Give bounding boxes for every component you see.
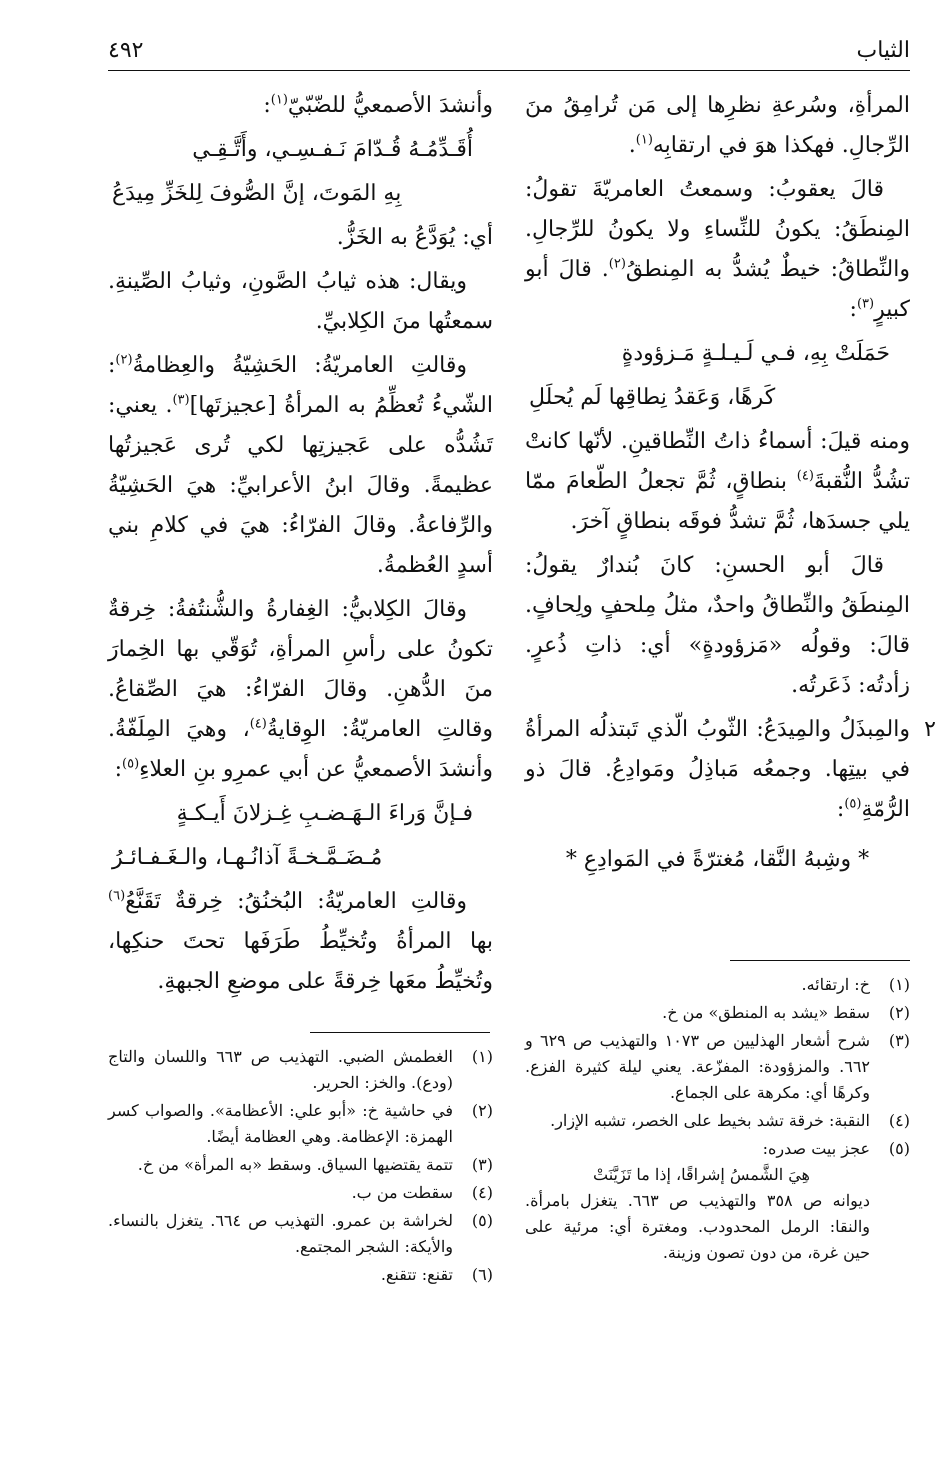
verse-hemistich: * وشِبهُ النَّقا، مُغترّةً في المَوادِعِ * — [565, 847, 870, 872]
page-header — [108, 38, 910, 68]
footnote: (٥) عجز بيت صدره: هِيَ الشَّمسُ إشراقًا، إذا ما تَزَيَّنَتْ ديوانه ص ٣٥٨ والتهذيب ص ٦٦٣. يتغزل بامرأة. والنقا: الرمل المحدودب. ومغترة أي: مرئية على حين غرة، من دون تصون وزينة. — [525, 1139, 910, 1262]
footnote: (٣) تتمة يقتضيها السياق. وسقط «به المرأة» من خ. — [137, 1155, 493, 1174]
verse-line: أُقَـدِّمُـهُ قُـدّامَ نَـفـسِـي، وأَتَّـقِـي — [192, 137, 473, 162]
verse-line: فـإنَّ وَراءَ الـهَـضـبِ غِـزلانَ أَيـكـةٍ — [176, 801, 473, 826]
footnote: (١) خ: ارتقائه. — [801, 975, 910, 994]
footnote: (٤) سقطت من ب. — [351, 1183, 493, 1202]
footnote: (٥) لخراشة بن عمرو. التهذيب ص ٦٦٤. يتغزل بالنساء. والأيكة: الشجر المجتمع. — [108, 1211, 493, 1256]
footnote: (٢) سقط «يشد به المنطق» من خ. — [662, 1003, 910, 1022]
footnote: (٦) تقنع: تتقنع. — [380, 1265, 493, 1284]
footnote-rule — [730, 960, 910, 961]
running-title: الثياب — [856, 38, 910, 63]
verse-line: حَمَلَتْ بِهِ، فـي لَـيـلـةٍ مَـزؤودةٍ — [621, 341, 890, 366]
verse-line: كَرهًا، وَعَقدُ نِطاقِها لَم يُحلَلِ — [529, 385, 776, 410]
header-rule — [108, 70, 910, 71]
paragraph: وقالتِ العامريّةُ: الحَشِيّةُ والعِظامةُ$^{(٢)}$: الشّيءُ تُعظِّمُ به المرأةُ [عجيزتَها]$^{(٣)}$. يعني: تَشُدُّه على عَجيزتِها لكي تُرى عَجيزتُها عظيمةً. وقالَ ابنُ الأعرابيِّ: هيَ الحَشِيّةُ والرِّفاعةُ. وقالَ الفرّاءُ: هيَ في كلامِ بني أسدٍ العُظمةُ. — [108, 352, 493, 578]
footnote: (٣) شرح أشعار الهذليين ص ١٠٧٣ والتهذيب ص ٦٢٩ و ٦٦٢. والمزؤودة: المفزّعة. يعني ليلة كثيرة الفزع. وكرهًا أي: مكرهة على الجماع. — [525, 1031, 910, 1102]
paragraph: أي: يُوَدَّعُ به الخَزُّ. — [336, 225, 493, 250]
left-column — [108, 86, 493, 1006]
numbered-paragraph: ٢ والمِبذَلُ والمِيدَعُ: الثّوبُ الّذي تَبتذلُه المرأةُ في بيتِها. وجمعُه مَباذِلُ ومَوادِعُ. قالَ ذو الرُّمّةِ$^{(٥)}$: — [525, 710, 910, 830]
paragraph: قالَ يعقوبُ: وسمعتُ العامريّةَ تقولُ: المِنطَقُ: يكونُ للنِّساءِ ولا يكونُ للرِّجالِ. والنِّطاقُ: خيطٌ يُشدُّ به المِنطقُ$^{(٢)}$. قالَ أبو كبيرٍ$^{(٣)}$: — [525, 177, 910, 322]
page-number: ٤٩٢ — [108, 38, 144, 63]
paragraph: ويقال: هذه ثيابُ الصَّونِ، وثيابُ الصِّينةِ. سمعتُها منَ الكِلابيِّ. — [108, 269, 493, 334]
paragraph: وقالَ الكِلابيُّ: الغِفارةُ والشُّنتُفةُ: خِرقةٌ تكونُ على رأسِ المرأةِ، تُوَقّي بها الخِمارَ منَ الدُّهنِ. وقالَ الفرّاءُ: هيَ الصِّقاعُ. وقالتِ العامريّةُ: الوِقايةُ$^{(٤)}$، وهيَ المِلَفّةُ. وأنشدَ الأصمعيُّ عن أبي عمرِو بنِ العلاءِ$^{(٥)}$: — [108, 597, 493, 782]
paragraph: وقالتِ العامريّةُ: البُخنُقُ: خِرقةٌ تَقَنَّعُ$^{(٦)}$ بها المرأةُ وتُخيِّطُ طَرَفَها تحتَ حنكِها، وتُخيِّطُ معَها خِرقةً على موضعِ الجبهةِ. — [108, 888, 493, 994]
footnote: (٢) في حاشية خ: «أبو علي: الأعظامة». والصواب كسر الهمزة: الإعظامة. وهي العظامة أيضًا. — [108, 1101, 493, 1146]
margin-number: ٢ — [924, 717, 936, 742]
footnote-rule — [310, 1032, 490, 1033]
right-footnotes — [525, 972, 910, 1268]
left-footnotes — [108, 1044, 493, 1290]
paragraph: قالَ أبو الحسنِ: كانَ بُندارٌ يقولُ: المِنطَقُ والنِّطاقُ واحدٌ، مثلُ مِلحفٍ ولِحافٍ. قالَ: وقولُه «مَزؤودةٍ» أي: ذاتِ ذُعرٍ. زأدتُه: ذَعَرتُه. — [525, 553, 910, 698]
paragraph: ومنه قيلَ: أسماءُ ذاتُ النِّطاقينِ. لأنّها كانتْ تشُدُّ النُّقبةَ$^{(٤)}$ بنطاقٍ، ثُمَّ تجعلُ الطّعامَ ممّا يلي جسدَها، ثُمَّ تشدُّ فوقَه بنطاقٍ آخرَ. — [525, 429, 910, 534]
footnote: (٤) النقبة: خرقة تشد بخيط على الخصر، تشبه الإزار. — [550, 1111, 910, 1130]
verse-line: مُـضَـمَّـخـةً آذانُـهـا، والـغَـفـائـرُ — [112, 845, 383, 870]
paragraph: وأنشدَ الأصمعيُّ للضّبّيّ$^{(١)}$: — [263, 92, 493, 118]
verse-line: بِهِ المَوتَ، إنَّ الصُّوفَ لِلخَزِّ مِيدَعُ — [112, 181, 402, 206]
footnote: (١) الغطمش الضبي. التهذيب ص ٦٦٣ واللسان والتاج (ودع). والخز: الحرير. — [108, 1047, 493, 1092]
paragraph: المرأةِ، وسُرعةِ نظرِها إلى مَن تُرامِقُ منَ الرِّجالِ. فهكذا هوَ في ارتقابِه$^{(١)}$. — [525, 93, 910, 158]
right-column — [525, 86, 936, 890]
